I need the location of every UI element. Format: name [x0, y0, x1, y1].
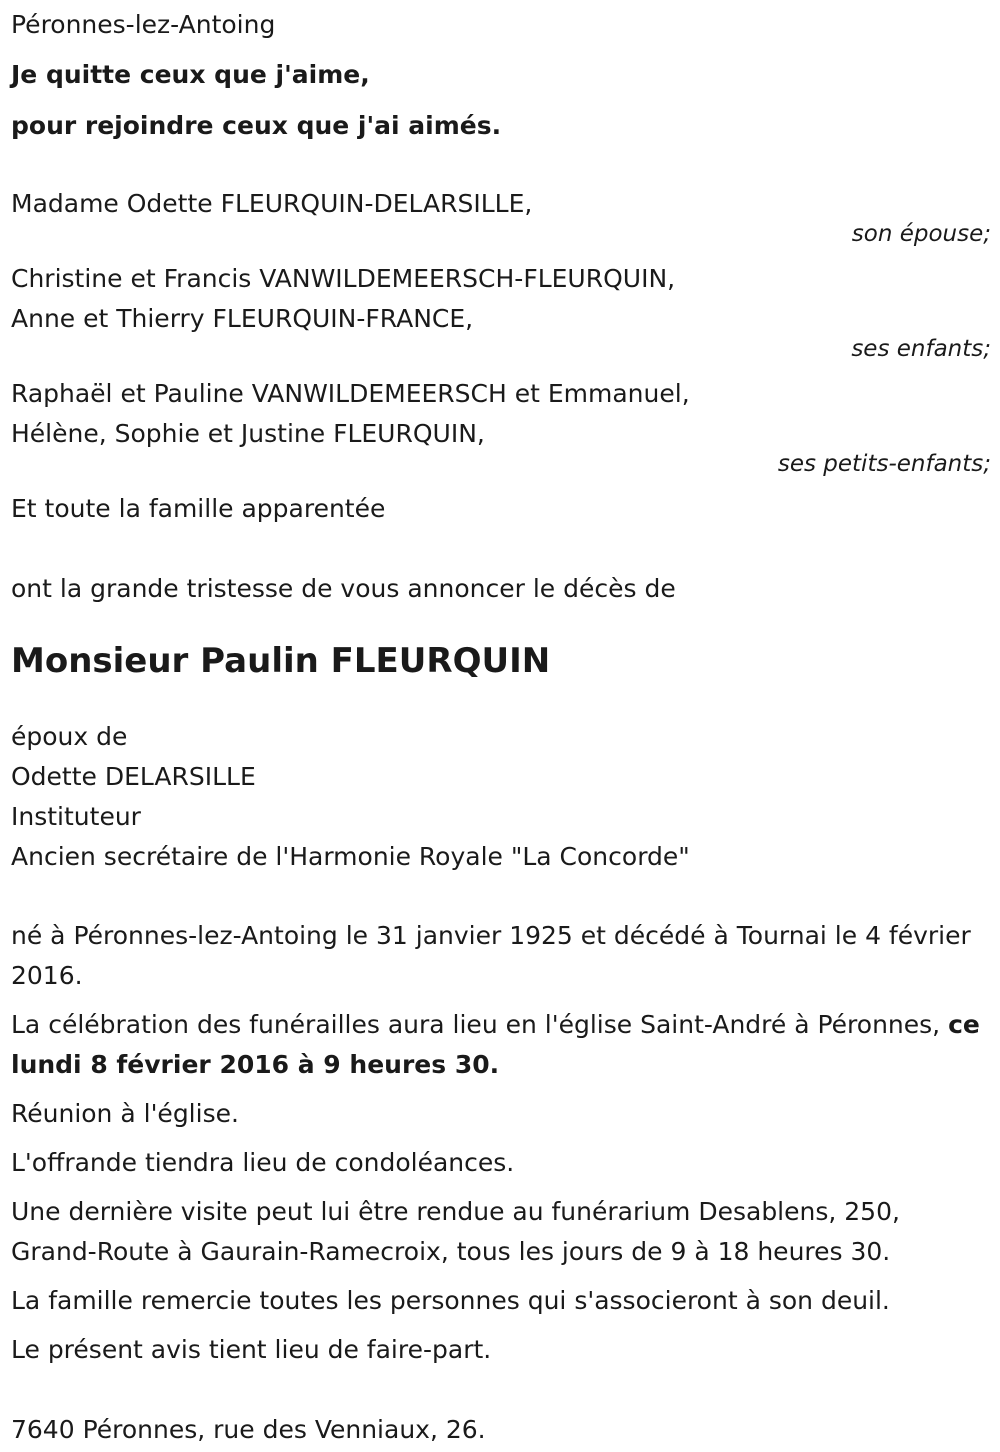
children-role: ses enfants;	[851, 336, 991, 362]
obituary-notice	[11, 5, 991, 1450]
grandchild-1: Raphaël et Pauline VANWILDEMEERSCH et Emmanuel,	[11, 379, 690, 408]
child-1: Christine et Francis VANWILDEMEERSCH-FLEURQUIN,	[11, 264, 676, 293]
meeting-text: Réunion à l'église.	[11, 1099, 239, 1128]
detail-spouse-label: époux de	[11, 722, 128, 751]
spouse-name: Madame Odette FLEURQUIN-DELARSILLE,	[11, 189, 533, 218]
deceased-name: Monsieur Paulin FLEURQUIN	[11, 641, 551, 681]
grandchildren-role: ses petits-enfants;	[777, 451, 991, 477]
ceremony-datetime: ce lundi 8 février 2016 à 9 heures 30.	[11, 1010, 980, 1079]
detail-former-role: Ancien secrétaire de l'Harmonie Royale "La Concorde"	[11, 842, 690, 871]
announcement-text: ont la grande tristesse de vous annoncer le décès de	[11, 574, 676, 603]
quote-line-1: Je quitte ceux que j'aime,	[11, 60, 370, 89]
spouse-role: son épouse;	[851, 221, 991, 247]
detail-spouse-name: Odette DELARSILLE	[11, 762, 256, 791]
notice-text: Le présent avis tient lieu de faire-part.	[11, 1335, 492, 1364]
place-header: Péronnes-lez-Antoing	[11, 10, 276, 39]
offering-text: L'offrande tiendra lieu de condoléances.	[11, 1148, 515, 1177]
extended-family: Et toute la famille apparentée	[11, 494, 386, 523]
visit-text: Une dernière visite peut lui être rendue au funérarium Desablens, 250, Grand-Route à Gaurain-Ramecroix, tous les jours de 9 à 18 heures 30.	[11, 1197, 900, 1266]
ceremony-text: La célébration des funérailles aura lieu en l'église Saint-André à Péronnes,	[11, 1010, 941, 1039]
address-text: 7640 Péronnes, rue des Venniaux, 26.	[11, 1415, 486, 1444]
ceremony-paragraph	[11, 1005, 991, 1085]
quote-line-2: pour rejoindre ceux que j'ai aimés.	[11, 111, 502, 140]
detail-profession: Instituteur	[11, 802, 141, 831]
thanks-text: La famille remercie toutes les personnes qui s'associeront à son deuil.	[11, 1286, 890, 1315]
birth-death-text: né à Péronnes-lez-Antoing le 31 janvier 1925 et décédé à Tournai le 4 février 2016.	[11, 921, 971, 990]
grandchild-2: Hélène, Sophie et Justine FLEURQUIN,	[11, 419, 485, 448]
child-2: Anne et Thierry FLEURQUIN-FRANCE,	[11, 304, 474, 333]
